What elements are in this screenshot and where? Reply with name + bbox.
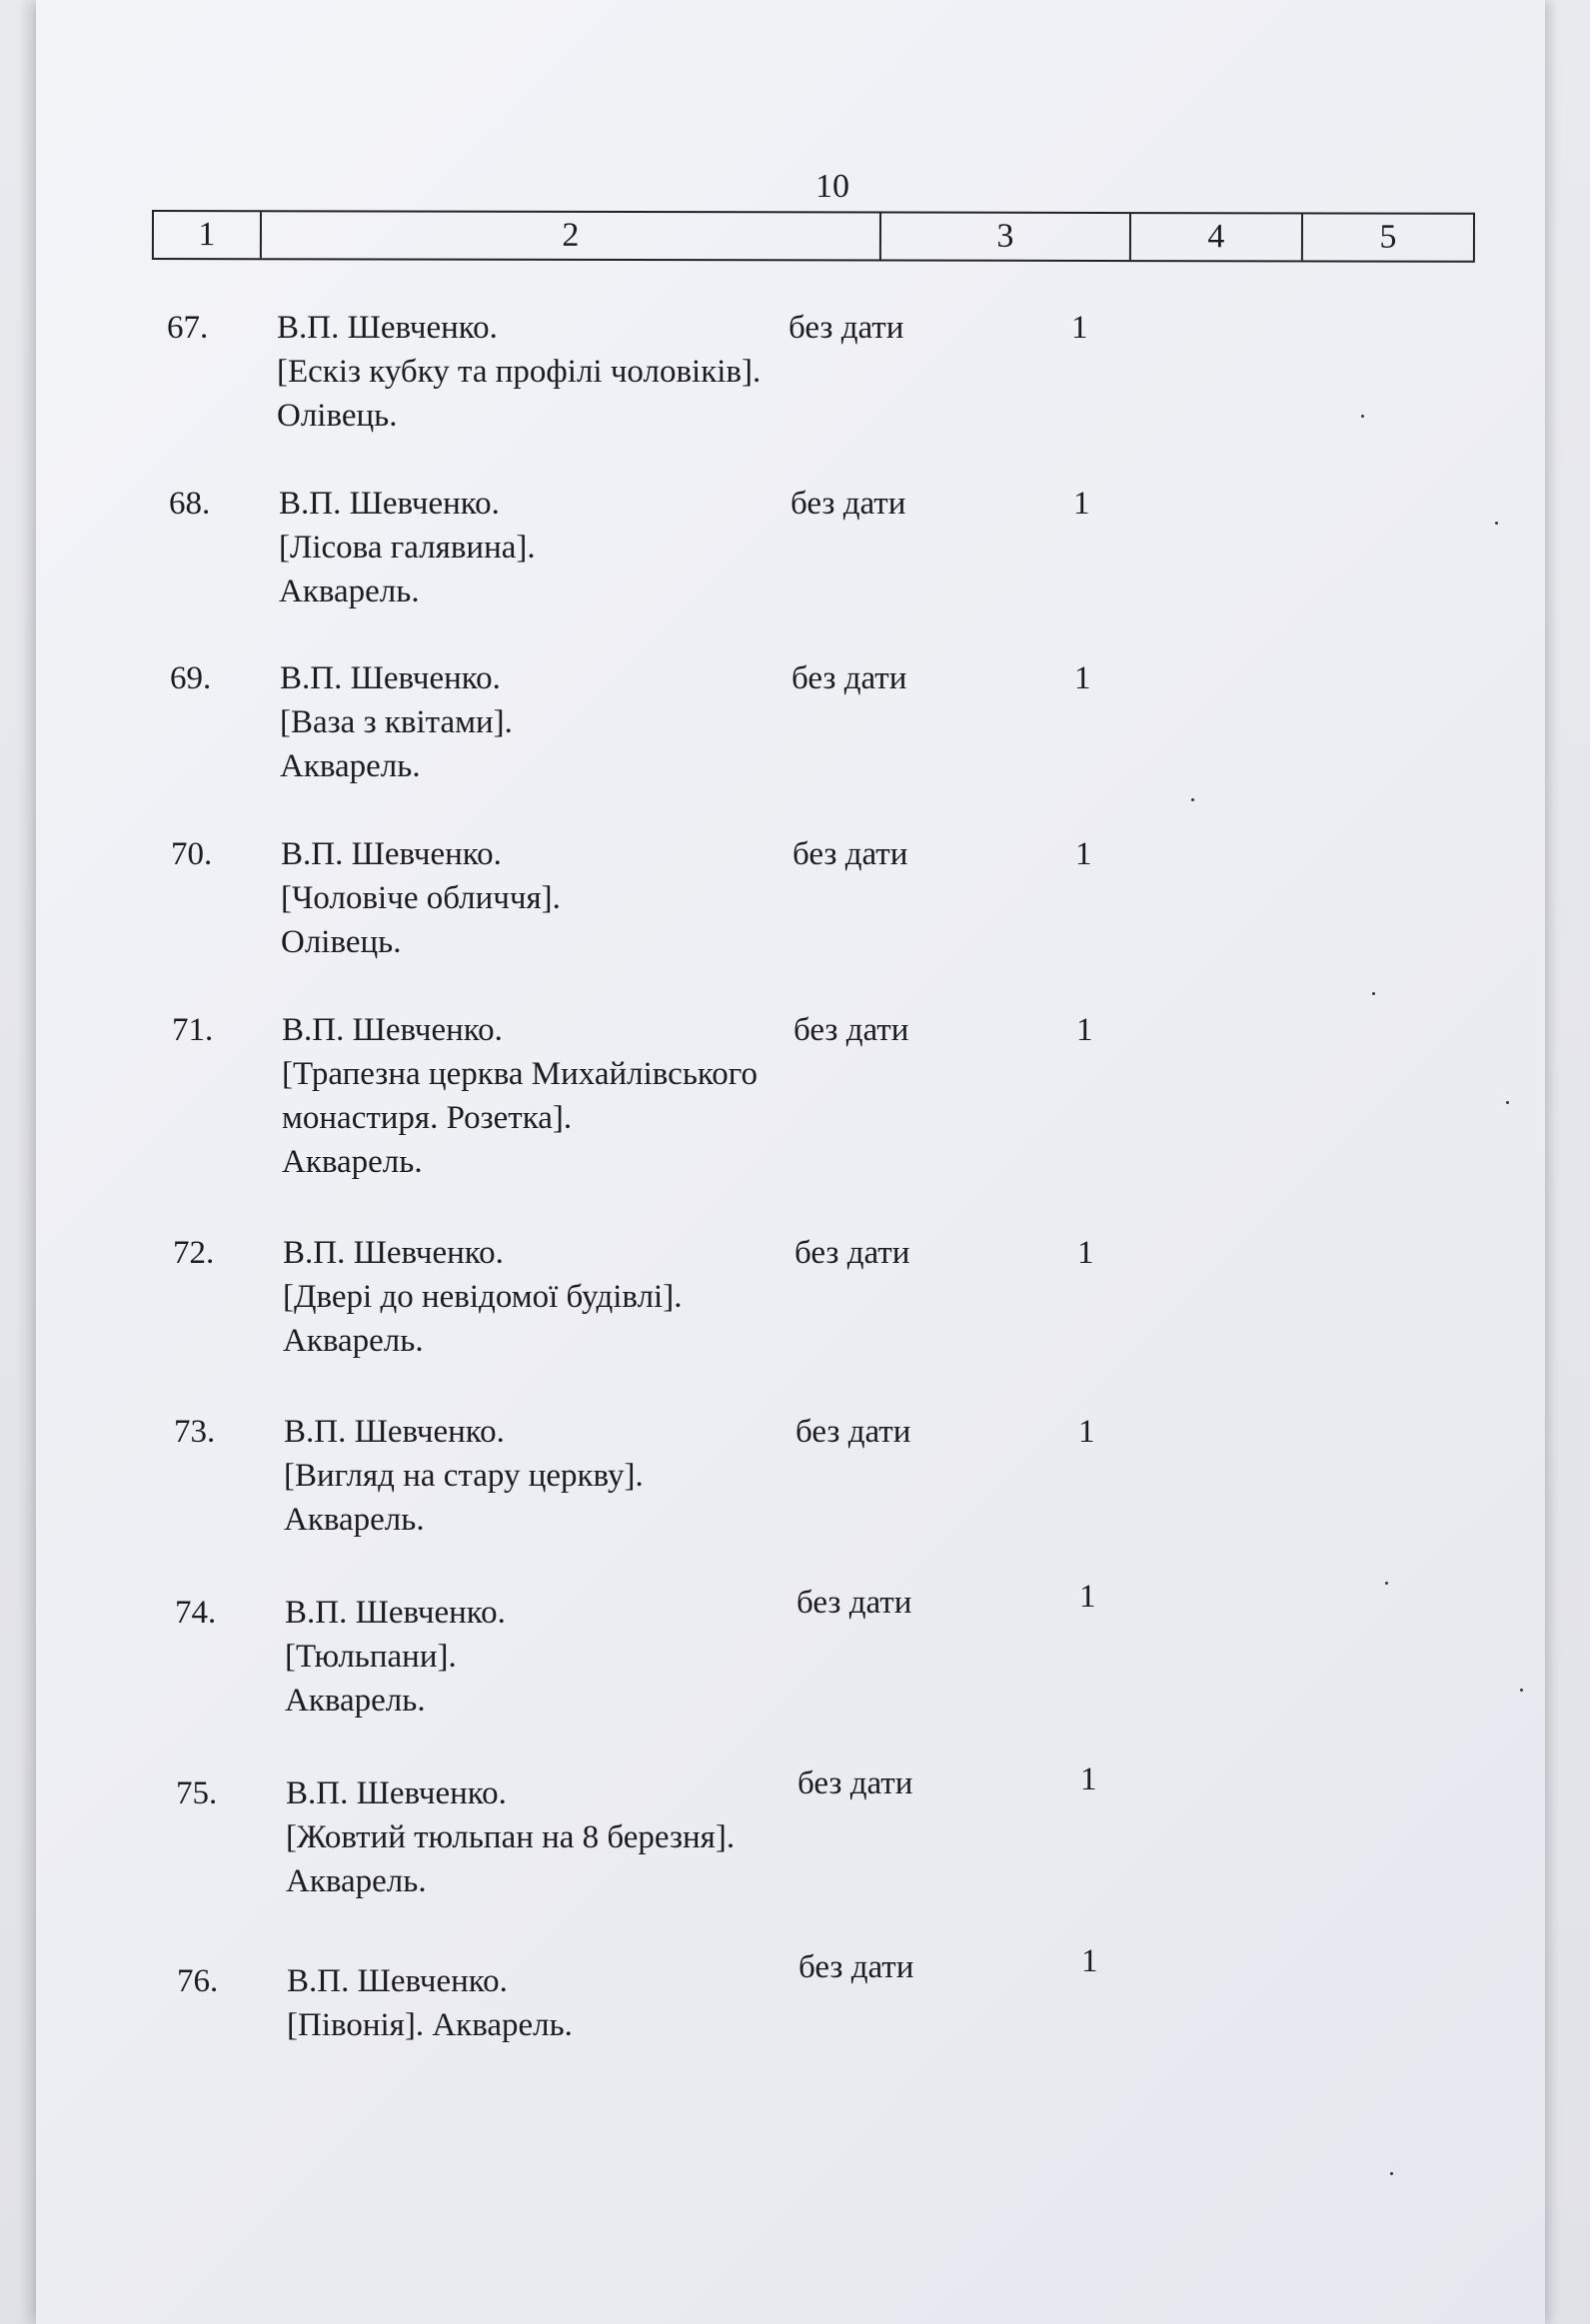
entry-date: без дати: [797, 1765, 913, 1801]
entry-title-continued: монастиря. Розетка].: [282, 1100, 573, 1136]
entry-quantity: 1: [1074, 660, 1091, 696]
entry-title: [Трапезна церква Михайлівського: [282, 1056, 758, 1092]
entry-title: [Вигляд на стару церкву].: [284, 1458, 644, 1494]
paper-speck: [1385, 1582, 1388, 1585]
entry-quantity: 1: [1071, 310, 1088, 346]
entry-medium: Олівець.: [281, 924, 402, 960]
header-column-2: 2: [262, 212, 881, 259]
entry-date: без дати: [796, 1585, 912, 1621]
page-number: 10: [815, 168, 849, 205]
entry-medium: Акварель.: [283, 1323, 424, 1359]
entry-author: В.П. Шевченко.: [283, 1235, 504, 1271]
document-page: [36, 0, 1545, 2324]
entry-author: В.П. Шевченко.: [277, 310, 498, 346]
entry-number: 72.: [173, 1235, 215, 1271]
entry-author: В.П. Шевченко.: [287, 1963, 508, 1999]
entry-date: без дати: [789, 310, 904, 346]
entry-quantity: 1: [1080, 1761, 1097, 1797]
entry-author: В.П. Шевченко.: [281, 836, 502, 872]
entry-author: В.П. Шевченко.: [284, 1414, 505, 1450]
entry-medium: Акварель.: [284, 1502, 425, 1538]
entry-date: без дати: [795, 1414, 911, 1450]
entry-medium: Акварель.: [280, 748, 421, 784]
entry-number: 69.: [170, 660, 212, 696]
entry-number: 76.: [177, 1963, 219, 1999]
entry-medium: Олівець.: [277, 398, 398, 434]
paper-speck: [1191, 798, 1194, 801]
entry-quantity: 1: [1075, 836, 1092, 872]
entry-quantity: 1: [1081, 1943, 1098, 1979]
entry-medium: Акварель.: [286, 1863, 427, 1899]
entry-quantity: 1: [1073, 486, 1090, 522]
entry-medium: Акварель.: [282, 1144, 423, 1180]
entry-number: 71.: [172, 1012, 214, 1048]
entry-date: без дати: [793, 836, 908, 872]
entry-title: [Чоловіче обличчя].: [281, 880, 561, 916]
entry-author: В.П. Шевченко.: [279, 486, 500, 522]
column-header-table: [152, 210, 1475, 263]
header-column-5: 5: [1379, 218, 1397, 256]
entry-number: 68.: [169, 486, 211, 522]
entry-date: без дати: [791, 486, 906, 522]
header-column-3: 3: [881, 214, 1131, 261]
paper-speck: [1390, 2172, 1393, 2175]
entry-number: 74.: [175, 1595, 217, 1631]
entry-medium: Акварель.: [285, 1683, 426, 1719]
header-column-1: 1: [154, 212, 262, 258]
entry-medium: Акварель.: [279, 574, 420, 609]
entry-title: [Тюльпани].: [285, 1639, 457, 1675]
header-column-4: 4: [1131, 214, 1303, 260]
entry-title: [Ваза з квітами].: [280, 704, 513, 740]
entry-quantity: 1: [1076, 1012, 1093, 1048]
entry-title: [Лісова галявина].: [279, 530, 536, 566]
paper-speck: [1361, 415, 1364, 418]
entry-number: 75.: [176, 1775, 218, 1811]
paper-speck: [1495, 522, 1498, 525]
paper-speck: [1520, 1689, 1523, 1692]
entry-date: без дати: [795, 1235, 910, 1271]
entry-title: [Двері до невідомої будівлі].: [283, 1279, 683, 1315]
entry-title: [Жовтий тюльпан на 8 березня].: [286, 1819, 736, 1855]
entry-number: 67.: [167, 310, 209, 346]
entry-date: без дати: [798, 1949, 914, 1985]
entry-author: В.П. Шевченко.: [285, 1595, 506, 1631]
entry-title: [Ескіз кубку та профілі чоловіків].: [277, 354, 762, 390]
entry-quantity: 1: [1079, 1579, 1096, 1615]
entry-author: В.П. Шевченко.: [282, 1012, 503, 1048]
paper-speck: [1372, 992, 1375, 995]
paper-speck: [1506, 1101, 1509, 1104]
entry-date: без дати: [792, 660, 907, 696]
entry-number: 70.: [171, 836, 213, 872]
entry-quantity: 1: [1077, 1235, 1094, 1271]
entry-author: В.П. Шевченко.: [286, 1775, 507, 1811]
entry-author: В.П. Шевченко.: [280, 660, 501, 696]
entry-quantity: 1: [1078, 1414, 1095, 1450]
entry-date: без дати: [794, 1012, 909, 1048]
entry-number: 73.: [174, 1414, 216, 1450]
entry-title-and-medium: [Півонія]. Акварель.: [287, 2007, 573, 2043]
